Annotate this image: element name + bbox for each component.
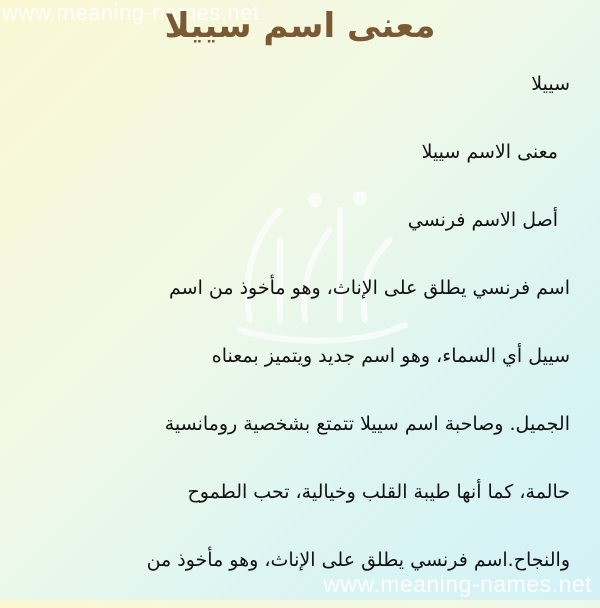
description-line: اسم فرنسي يطلق على الإناث، وهو مأخوذ من اسم: [169, 277, 570, 299]
description-line: الجميل. وصاحبة اسم سييلا تتمتع بشخصية رومانسية: [164, 413, 570, 435]
description-line: والنجاح.اسم فرنسي يطلق على الإناث، وهو مأخوذ من: [146, 549, 570, 571]
description-line: حالمة، كما أنها طيبة القلب وخيالية، تحب الطموح: [187, 481, 570, 503]
name-line: سييلا: [531, 73, 570, 95]
name-meaning-content: [30, 64, 570, 608]
meaning-heading: معنى الاسم سييلا: [421, 141, 558, 163]
watermark-top: www.meaning-names.net: [2, 0, 260, 25]
origin-line: أصل الاسم فرنسي: [407, 209, 558, 231]
watermark-bottom: www.meaning-names.net: [323, 571, 592, 597]
page-title: معنى اسم سييلا: [164, 6, 436, 46]
description-line: سييل أي السماء، وهو اسم جديد ويتميز بمعناه: [211, 345, 570, 367]
